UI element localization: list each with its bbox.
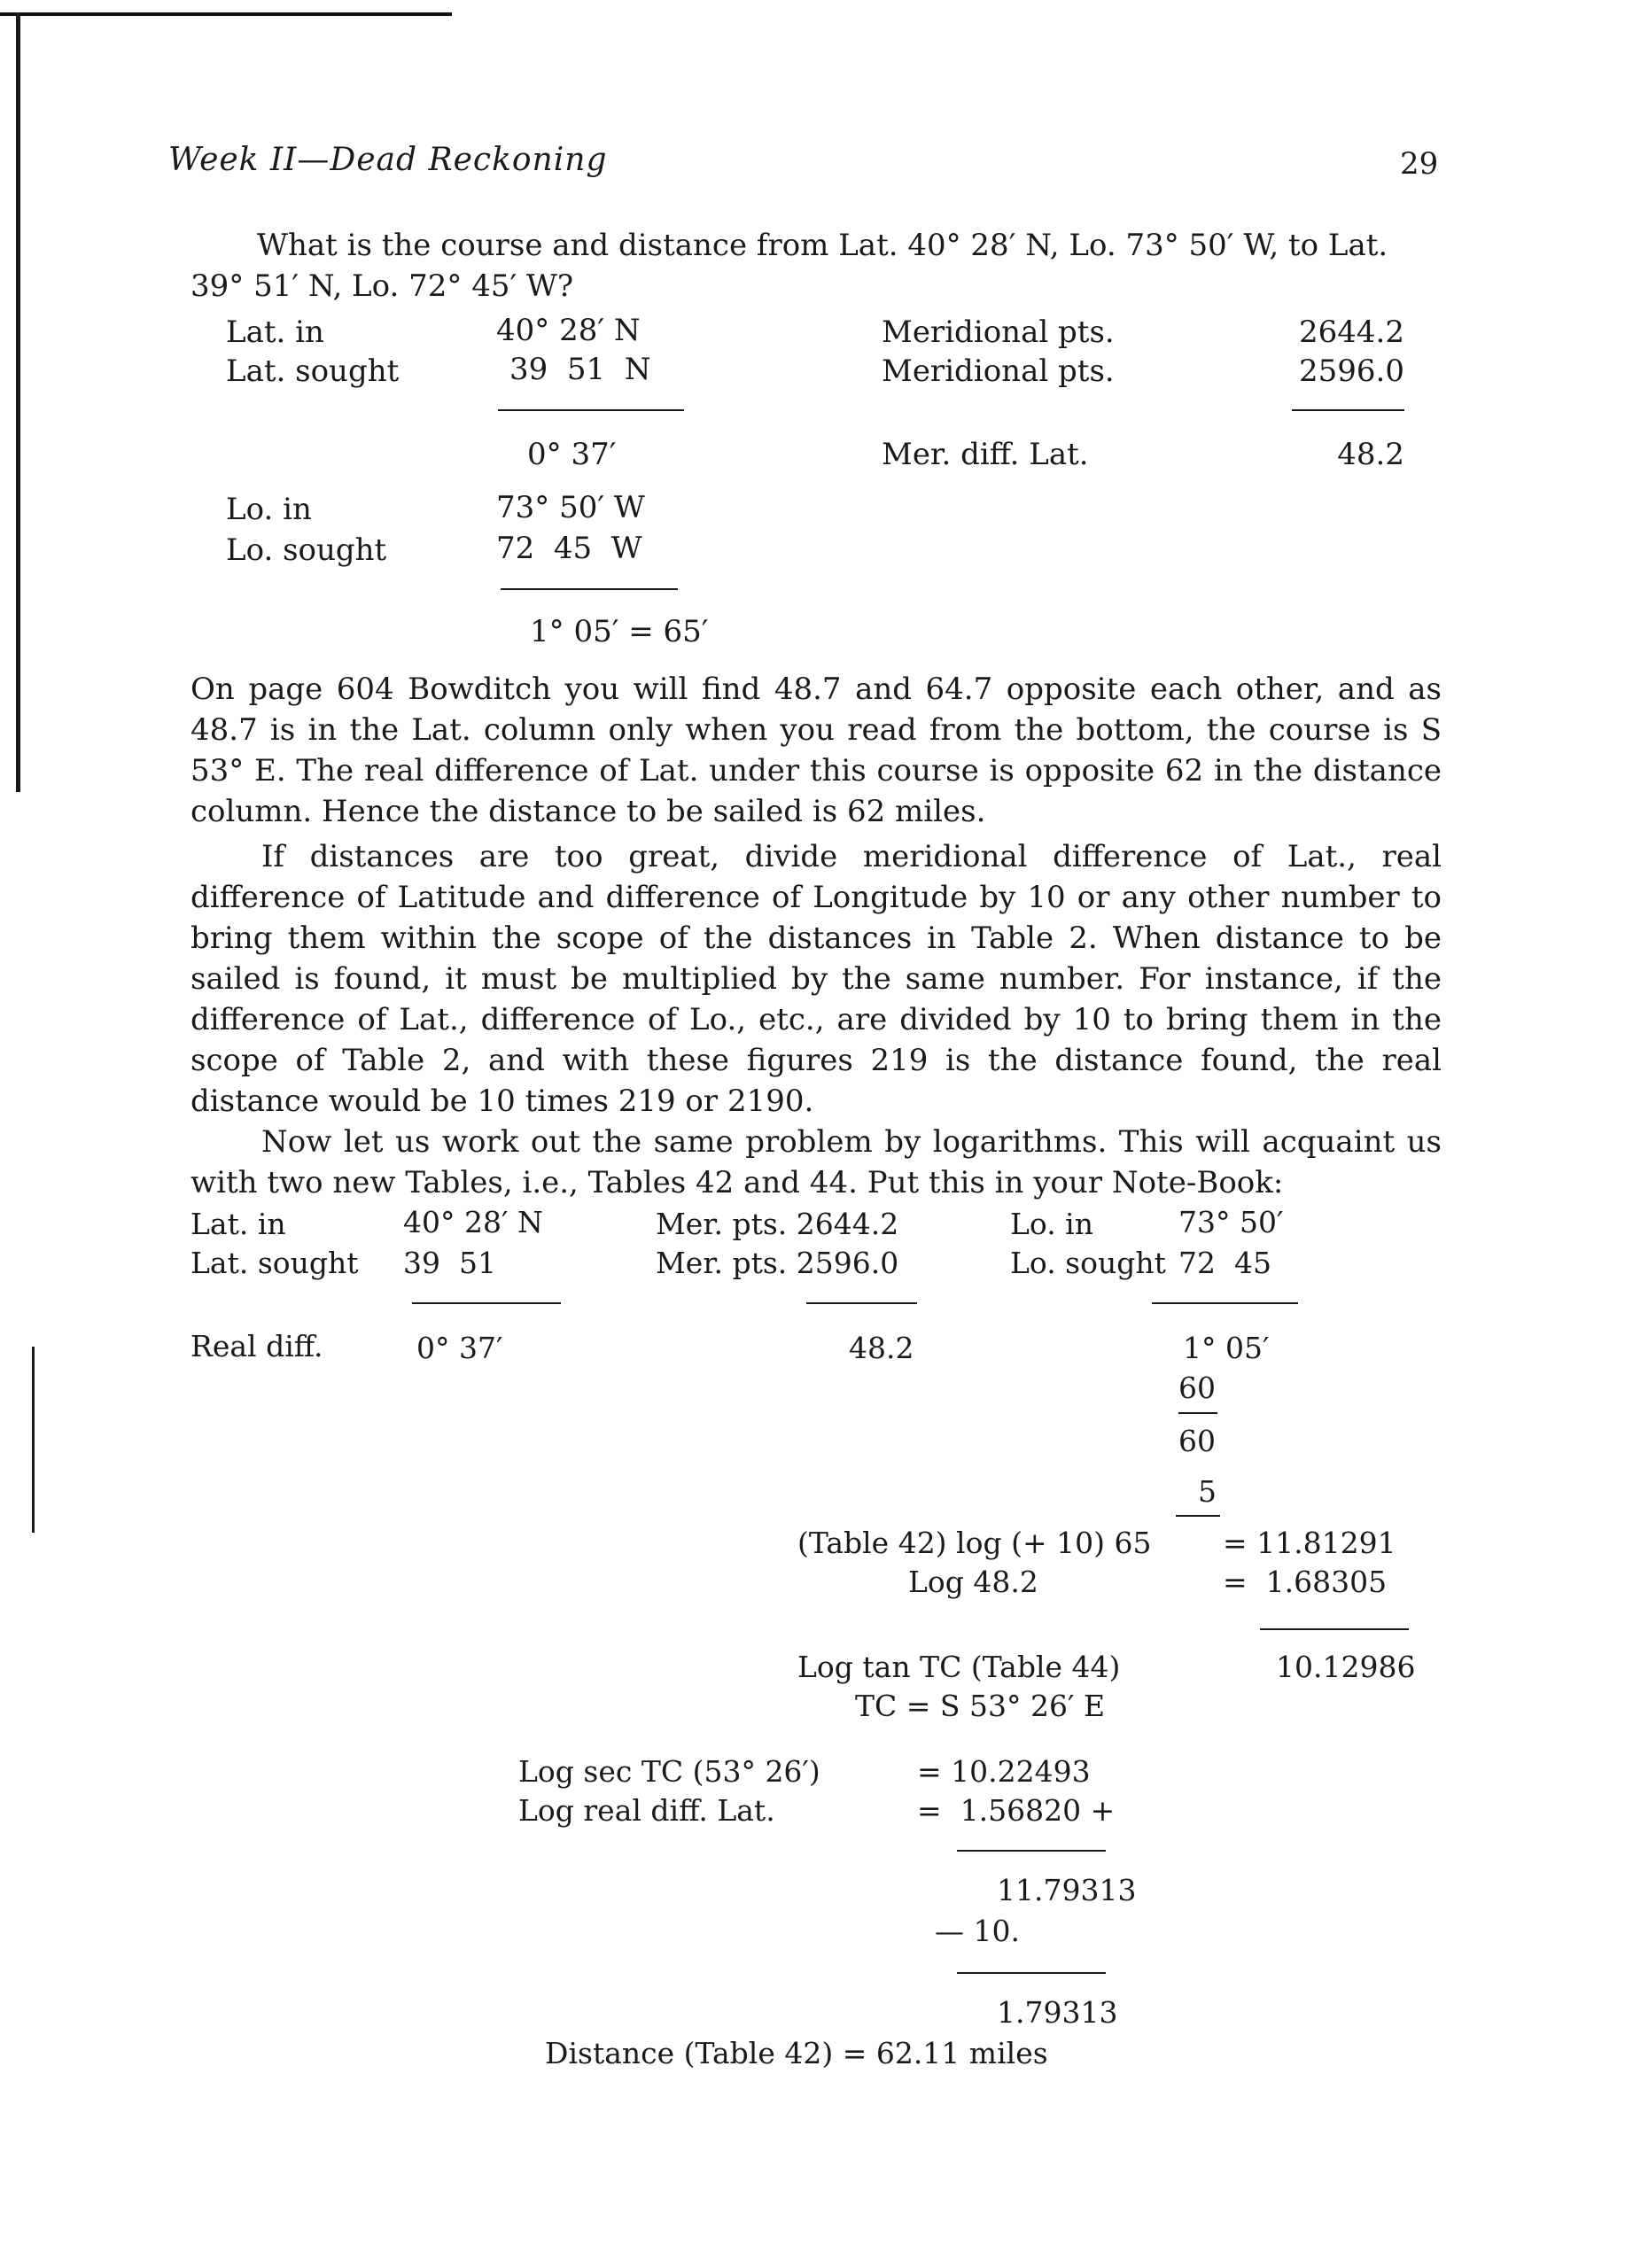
w2-mer-rule bbox=[806, 1302, 917, 1304]
w2-lo-rule bbox=[1152, 1302, 1298, 1304]
w2-logreal-value: = 1.56820 + bbox=[917, 1793, 1116, 1828]
w1-lat-sought-value: 39 51 N bbox=[509, 352, 651, 387]
w2-lat-rule bbox=[412, 1302, 561, 1304]
paragraph-2-text: If distances are too great, divide meridional difference of Lat., real difference of Latitude and difference of Longitude by 10 or any other number to bring them within the scope of the distances in Table 2. When distance to be sailed is found, it must be multiplied by the same number. For instance, if the difference of Lat., difference of Lo., etc., are divided by 10 to bring them in the scope of Table 2, and with these figures 219 is the distance found, the real distance would be 10 times 219 or 2190. bbox=[190, 839, 1442, 1119]
w2-lo-in-value: 73° 50′ bbox=[1178, 1205, 1284, 1239]
w2-log48-label: Log 48.2 bbox=[908, 1565, 1038, 1599]
w1-lo-in-label: Lo. in bbox=[226, 492, 312, 527]
w2-mult-rule bbox=[1178, 1412, 1217, 1414]
w1-lo-diff: 1° 05′ = 65′ bbox=[530, 614, 709, 649]
w1-lo-sought-label: Lo. sought bbox=[226, 532, 387, 568]
w2-sub1: 60 bbox=[1178, 1424, 1216, 1458]
w2-result: 1.79313 bbox=[997, 1995, 1118, 2030]
paragraph-1 bbox=[190, 669, 1442, 832]
paragraph-2 bbox=[190, 836, 1442, 1122]
w2-logreal-label: Log real diff. Lat. bbox=[518, 1793, 775, 1828]
w2-log48-value: = 1.68305 bbox=[1223, 1565, 1388, 1599]
w2-log-rule bbox=[1260, 1628, 1409, 1630]
w2-lat-sought-label: Lat. sought bbox=[190, 1246, 359, 1280]
paragraph-3 bbox=[190, 1122, 1442, 1203]
w1-lo-in-value: 73° 50′ W bbox=[496, 490, 645, 525]
w2-log65-value: = 11.81291 bbox=[1223, 1526, 1396, 1560]
w2-tc: TC = S 53° 26′ E bbox=[855, 1689, 1106, 1723]
w2-lat-sought-value: 39 51 bbox=[403, 1246, 496, 1280]
w1-mer1-label: Meridional pts. bbox=[882, 315, 1115, 350]
w2-distance: Distance (Table 42) = 62.11 miles bbox=[545, 2036, 1048, 2070]
page-number: 29 bbox=[1400, 146, 1439, 182]
question-line-2: 39° 51′ N, Lo. 72° 45′ W? bbox=[190, 268, 574, 304]
w2-mer1: Mer. pts. 2644.2 bbox=[656, 1207, 899, 1241]
w1-mer2-value: 2596.0 bbox=[1299, 353, 1404, 389]
w2-mult: 60 bbox=[1178, 1371, 1216, 1405]
w2-lo-in-label: Lo. in bbox=[1010, 1207, 1093, 1241]
w2-sub2: 5 bbox=[1198, 1474, 1217, 1509]
w2-real-diff-value: 0° 37′ bbox=[416, 1331, 503, 1365]
scan-left-edge bbox=[16, 12, 20, 792]
w1-mer-rule bbox=[1292, 409, 1404, 411]
w1-mer-diff-value: 48.2 bbox=[1337, 437, 1404, 472]
w2-logsec-value: = 10.22493 bbox=[917, 1754, 1091, 1789]
w2-lo-sought-value: 72 45 bbox=[1178, 1246, 1271, 1280]
w2-real-diff-label: Real diff. bbox=[190, 1329, 323, 1363]
w2-mer2: Mer. pts. 2596.0 bbox=[656, 1246, 899, 1280]
w1-lat-in-label: Lat. in bbox=[226, 315, 324, 350]
w1-lat-diff: 0° 37′ bbox=[527, 437, 617, 472]
w1-lo-sought-value: 72 45 W bbox=[496, 531, 642, 566]
w1-lat-sought-label: Lat. sought bbox=[226, 353, 400, 389]
w2-logsec-label: Log sec TC (53° 26′) bbox=[518, 1754, 820, 1789]
w1-lat-rule bbox=[498, 409, 684, 411]
w2-logtan-value: 10.12986 bbox=[1276, 1650, 1416, 1684]
w2-logtan-label: Log tan TC (Table 44) bbox=[797, 1650, 1121, 1684]
running-title: Week II—Dead Reckoning bbox=[168, 142, 608, 178]
question-line-1: What is the course and distance from Lat. 40° 28′ N, Lo. 73° 50′ W, to Lat. bbox=[257, 228, 1388, 263]
scan-left-edge-lower bbox=[32, 1347, 35, 1533]
w2-sum: 11.79313 bbox=[997, 1873, 1137, 1907]
w1-mer-diff-label: Mer. diff. Lat. bbox=[882, 437, 1089, 472]
w2-minus: — 10. bbox=[935, 1914, 1020, 1948]
w1-mer1-value: 2644.2 bbox=[1299, 315, 1404, 350]
w2-lat-in-label: Lat. in bbox=[190, 1207, 286, 1241]
w1-lat-in-value: 40° 28′ N bbox=[496, 313, 641, 348]
w2-lo-diff: 1° 05′ bbox=[1183, 1331, 1270, 1365]
w2-sum-rule bbox=[957, 1850, 1106, 1852]
w1-mer2-label: Meridional pts. bbox=[882, 353, 1115, 389]
w2-lo-sought-label: Lo. sought bbox=[1010, 1246, 1166, 1280]
scan-top-edge bbox=[0, 12, 452, 16]
w2-mer-diff: 48.2 bbox=[849, 1331, 914, 1365]
w2-log65-label: (Table 42) log (+ 10) 65 bbox=[797, 1526, 1152, 1560]
w2-lat-in-value: 40° 28′ N bbox=[403, 1205, 543, 1239]
paragraph-1-text: On page 604 Bowditch you will find 48.7 and 64.7 opposite each other, and as 48.7 is in the Lat. column only when you read from the bottom, the course is S 53° E. The real difference of Lat. under this course is opposite 62 in the distance column. Hence the distance to be sailed is 62 miles. bbox=[190, 672, 1442, 829]
w2-sub-rule bbox=[1176, 1515, 1220, 1517]
w1-lo-rule bbox=[501, 588, 678, 590]
paragraph-3-text: Now let us work out the same problem by logarithms. This will acquaint us with two new Tables, i.e., Tables 42 and 44. Put this in your Note-Book: bbox=[190, 1124, 1442, 1200]
w2-result-rule bbox=[957, 1972, 1106, 1974]
